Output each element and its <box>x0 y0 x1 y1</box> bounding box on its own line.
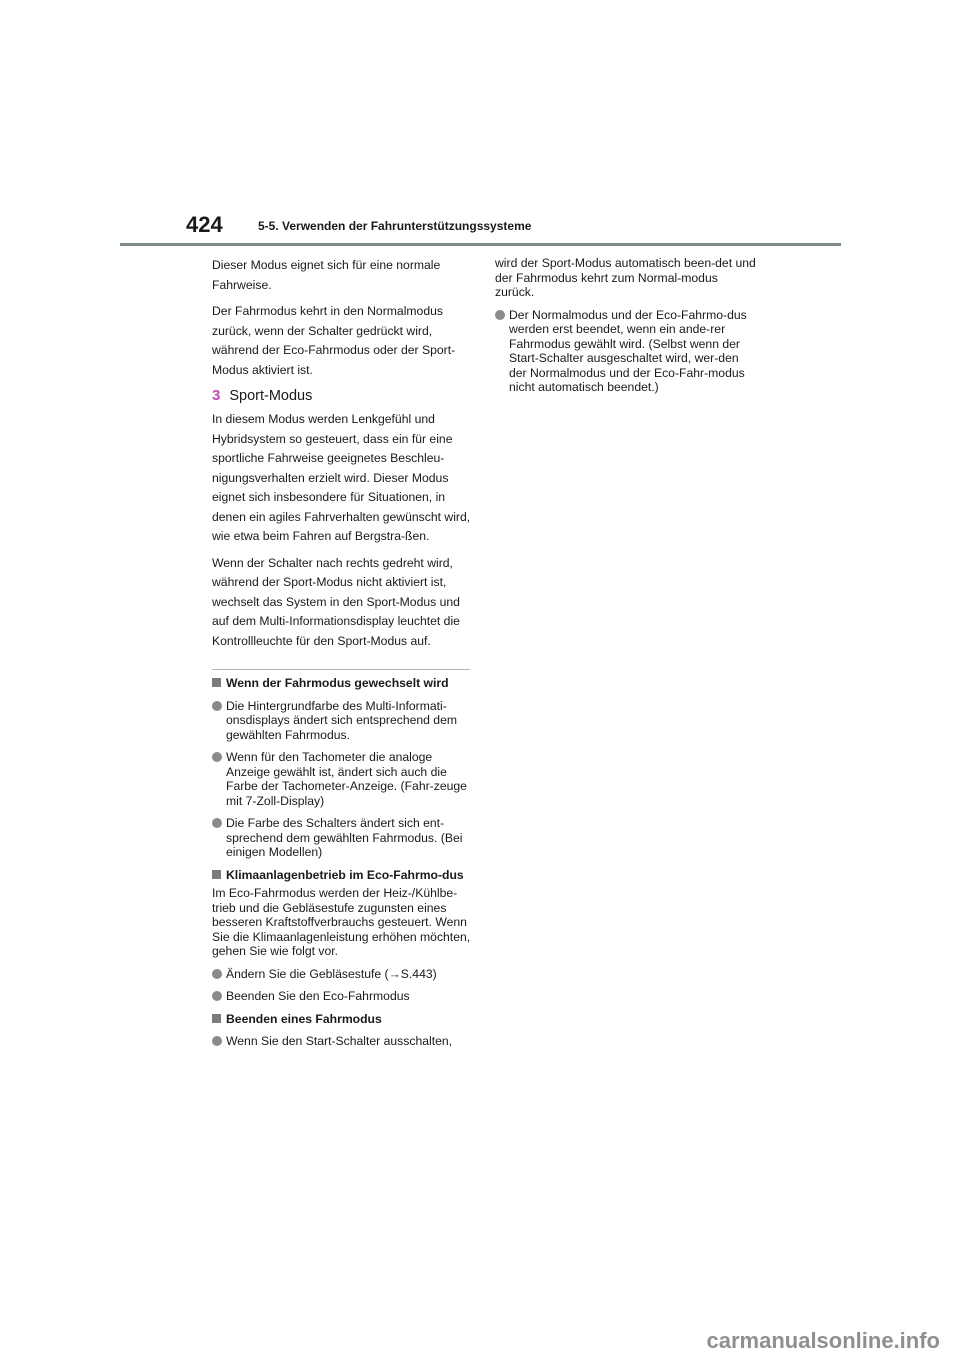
paragraph-return-normal: Der Fahrmodus kehrt in den Normalmodus zurück, wenn der Schalter gedrückt wird, während der Eco-Fahrmodus oder der Sport-Modus aktiviert ist. <box>212 304 456 377</box>
round-bullet-icon <box>212 1036 222 1046</box>
list-item <box>495 308 757 395</box>
note-heading-end-mode <box>212 1012 474 1027</box>
subheading-title: Sport-Modus <box>229 388 313 404</box>
round-bullet-icon <box>212 991 222 1001</box>
list-item-text: Der Normalmodus und der Eco-Fahrmo-dus werden erst beendet, wenn ein ande-rer Fahrmodus gewählt wird. (Selbst wenn der Start-Schalter ausgeschaltet wird, wer-den der Normalmodus und der Eco-Fahr-modus nicht automatisch beendet.) <box>509 307 747 394</box>
list-item <box>212 989 474 1004</box>
paragraph-normal-mode: Dieser Modus eignet sich für eine normale Fahrweise. <box>212 258 441 292</box>
list-item <box>212 1034 474 1049</box>
square-bullet-icon <box>212 678 221 687</box>
list-item <box>212 750 474 808</box>
list-item-text: Die Hintergrundfarbe des Multi-Informati-onsdisplays ändert sich entsprechend dem gewählten Fahrmodus. <box>226 698 458 742</box>
note-heading-text: Wenn der Fahrmodus gewechselt wird <box>226 676 449 690</box>
list-item-text: Wenn Sie den Start-Schalter ausschalten, <box>226 1034 453 1048</box>
round-bullet-icon <box>212 969 222 979</box>
notes-divider <box>212 669 470 670</box>
note-heading-text: Beenden eines Fahrmodus <box>226 1011 382 1026</box>
list-item <box>212 967 474 982</box>
subheading-number: 3 <box>212 387 221 404</box>
note-heading-climate-eco <box>212 868 474 883</box>
round-bullet-icon <box>212 752 222 762</box>
round-bullet-icon <box>495 310 505 320</box>
page-number: 424 <box>186 212 223 237</box>
right-column <box>495 256 757 403</box>
list-item-text: Ändern Sie die Gebläsestufe (→S.443) <box>226 966 437 981</box>
paragraph-sport-description: In diesem Modus werden Lenkgefühl und Hybridsystem so gesteuert, dass ein für eine sportliche Fahrweise geeignetes Beschleu-nigungsverhalten erzielt wird. Dieser Modus eignet sich insbesondere für Situationen, in denen ein agiles Fahrverhalten gewünscht wird, wie etwa beim Fahren auf Bergstra-ßen. <box>212 412 471 543</box>
header-divider <box>120 243 841 246</box>
round-bullet-icon <box>212 818 222 828</box>
round-bullet-icon <box>212 701 222 711</box>
list-item-text: Die Farbe des Schalters ändert sich ent-sprechend dem gewählten Fahrmodus. (Bei einigen Modellen) <box>226 816 463 859</box>
list-item-text: Beenden Sie den Eco-Fahrmodus <box>226 989 410 1003</box>
note-heading-text: Klimaanlagenbetrieb im Eco-Fahrmo-dus <box>226 867 464 882</box>
list-item <box>212 816 474 860</box>
left-column <box>212 256 474 1057</box>
watermark: carmanualsonline.info <box>706 1328 940 1353</box>
paragraph-climate-eco: Im Eco-Fahrmodus werden der Heiz-/Kühlbe-trieb und die Gebläsestufe zugunsten eines besseren Kraftstoffverbrauchs gesteuert. Wenn Sie die Klimaanlagenleistung erhöhen möchten, gehen Sie wie folgt vor. <box>212 886 471 958</box>
paragraph-sport-activation: Wenn der Schalter nach rechts gedreht wird, während der Sport-Modus nicht aktiviert ist, wechselt das System in den Sport-Modus und auf dem Multi-Informationsdisplay leuchtet die Kontrollleuchte für den Sport-Modus auf. <box>212 555 460 648</box>
section-title: 5-5. Verwenden der Fahrunterstützungssysteme <box>258 219 532 233</box>
subheading-sport-mode <box>212 387 474 404</box>
square-bullet-icon <box>212 870 221 879</box>
list-item <box>212 699 474 743</box>
paragraph-continuation: wird der Sport-Modus automatisch been-det und der Fahrmodus kehrt zum Normal-modus zurück. <box>495 256 756 299</box>
list-item-text: Wenn für den Tachometer die analoge Anzeige gewählt ist, ändert sich auch die Farbe der Tachometer-Anzeige. (Fahr-zeuge mit 7-Zoll-Display) <box>226 750 467 808</box>
note-heading-mode-change <box>212 676 474 691</box>
square-bullet-icon <box>212 1014 221 1023</box>
